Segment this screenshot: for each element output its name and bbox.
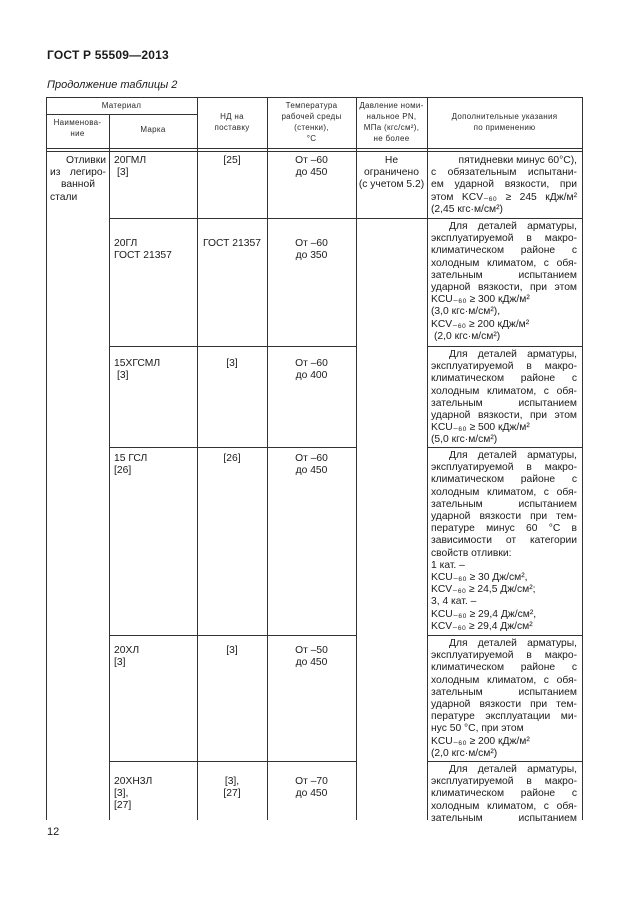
row-divider-2b	[427, 346, 583, 347]
row2-temp: От –60 до 350	[295, 238, 328, 262]
col-divider-temp	[356, 97, 357, 820]
row3-temp: От –60 до 400	[295, 358, 328, 382]
row3-notes: Для деталей арматуры, эксплуатируемой в макро- климатическом районе с холодным климатом, с обя- зательным испытанием ударной вязкости, при этом KCU₋₆₀ ≥ 500 кДж/м² (5,0 кгс·м/см²)	[431, 349, 577, 446]
row4-temp: От –60 до 450	[295, 453, 328, 477]
row1-grade: 20ГМЛ [3]	[114, 155, 147, 179]
row4-grade: 15 ГСЛ [26]	[114, 453, 148, 477]
row2-notes: Для деталей арматуры, эксплуатируемой в макро- климатическом районе с холодным климатом, с обя- зательным испытанием ударной вязкости, при этом KCU₋₆₀ ≥ 300 кДж/м² (3,0 кгс·м/см²), KCV₋₆₀ ≥ 200 кДж/м² (2,0 кгс·м/см²)	[431, 221, 577, 342]
row5-notes: Для деталей арматуры, эксплуатируемой в макро- климатическом районе с холодным климатом, с обя- зательным испытанием ударной вязкости при тем- пературе эксплуатации ми- нус 50 °С, при этом KCU₋₆₀ ≥ 200 кДж/м² (2,0 кгс·м/см²)	[431, 638, 577, 759]
table-caption: Продолжение таблицы 2	[47, 79, 178, 91]
header-bottom-line	[46, 148, 583, 149]
row3-nd: [3]	[226, 358, 238, 369]
header-temperature: Температура рабочей среды (стенки), °С	[281, 101, 342, 143]
col-divider-name	[109, 114, 110, 820]
document-header-title: ГОСТ Р 55509—2013	[47, 48, 169, 62]
header-grade: Марка	[140, 125, 166, 134]
row-divider-4a	[109, 635, 356, 636]
header-pressure: Давление номи- нальное PN, МПа (кгс/см²), не более	[359, 101, 424, 143]
header-material: Материал	[101, 101, 142, 110]
header-notes: Дополнительные указания по применению	[451, 112, 558, 132]
row-divider-5a	[109, 761, 356, 762]
row-divider-4b	[427, 635, 583, 636]
row5-temp: От –50 до 450	[295, 645, 328, 669]
materials-table	[46, 97, 583, 824]
row-divider-3b	[427, 447, 583, 448]
page-number: 12	[47, 826, 60, 838]
row2-nd: ГОСТ 21357	[203, 238, 261, 249]
material-name-cell: Отливки из легиро- ванной стали	[50, 155, 106, 203]
col-divider-pressure	[427, 97, 428, 820]
header-double-line	[46, 151, 583, 152]
row-divider-3a	[109, 447, 356, 448]
row3-grade: 15ХГСМЛ [3]	[114, 358, 161, 382]
header-nd: НД на поставку	[214, 112, 250, 132]
row5-nd: [3]	[226, 645, 238, 656]
row-divider-2a	[109, 346, 356, 347]
row4-nd: [26]	[223, 453, 241, 464]
row6-temp: От –70 до 450	[295, 776, 328, 800]
row-divider-5b	[427, 761, 583, 762]
table-right-border	[582, 97, 583, 820]
material-subheader-line	[46, 114, 197, 115]
pressure-value-cell: Не ограничено (с учетом 5.2)	[358, 155, 425, 191]
row2-grade: 20ГЛ ГОСТ 21357	[114, 238, 172, 262]
row4-notes: Для деталей арматуры, эксплуатируемой в макро- климатическом районе с холодным климатом, с обя- зательным испытанием ударной вязкости при тем- пературе минус 60 °С в зависимости от категории свойств отливки: 1 кат. – KCU₋₆₀ ≥ 30 Дж/см², KCV₋₆₀ ≥ 24,5 Дж/см²; 3, 4 кат. – KCU₋₆₀ ≥ 29,4 Дж/см², KCV₋₆₀ ≥ 29,4 Дж/см²	[431, 450, 577, 632]
row1-notes: пятидневки минус 60°С), с обязательным испытани- ем ударной вязкости, при этом KCV₋₆₀ ≥ 245 кДж/м² (2,45 кгс·м/см²)	[431, 155, 577, 215]
row6-notes: Для деталей арматуры, эксплуатируемой в макро- климатическом районе с холодным климатом, с обя- зательным испытанием	[431, 764, 577, 824]
row6-nd: [3], [27]	[223, 776, 241, 800]
row1-temp: От –60 до 450	[295, 155, 328, 179]
table-left-border	[46, 97, 47, 820]
table-top-border	[46, 97, 583, 98]
row1-nd: [25]	[223, 155, 241, 166]
row-divider-1	[109, 218, 583, 219]
row6-grade: 20ХН3Л [3], [27]	[114, 776, 153, 812]
row5-grade: 20ХЛ [3]	[114, 645, 140, 669]
header-name: Наименова- ние	[53, 118, 102, 138]
